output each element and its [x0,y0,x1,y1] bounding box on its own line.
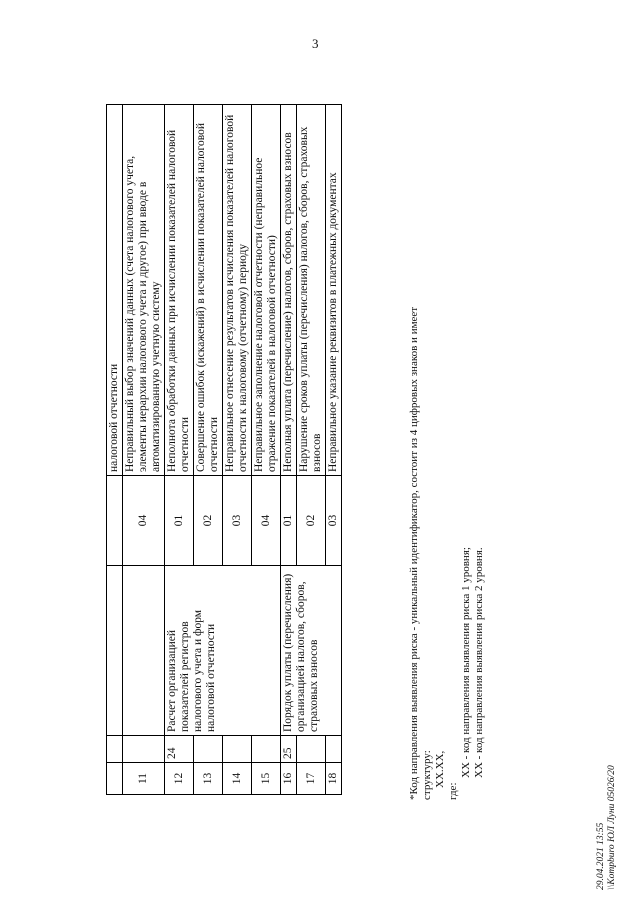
risk-description: Неполная уплата (перечисление) налогов, сборов, страховых взносов [281,105,297,476]
area-name: Расчет организацией показателей регистров налогового учета и форм налоговой отчетности [165,566,281,736]
stamp-path: \\Kompburo ЮЛ Луни 05026/20 [607,765,617,890]
row-number: 13 [194,763,223,795]
stamp-datetime: 29.04.2021 13:55 [596,822,606,890]
table-row [123,105,165,795]
area-code [123,736,165,763]
row-number: 15 [252,763,281,795]
sub-code: 02 [297,476,326,566]
area-name: Порядок уплаты (перечисления) организацией налогов, сборов, страховых взносов [281,566,342,736]
risk-description: Нарушение сроков уплаты (перечисления) налогов, сборов, страховых взносов [297,105,326,476]
sub-code: 02 [194,476,223,566]
risk-description: налоговой отчетности [107,105,123,476]
row-number: 18 [326,763,342,795]
risk-table-body [107,105,342,795]
area-code [223,736,252,763]
area-code: 24 [165,736,194,763]
row-number: 17 [297,763,326,795]
risk-description: Неправильное отнесение результатов исчисления показателей налоговой отчетности к налоговому (отчетному) периоду [223,105,252,476]
rotated-table-container [106,105,374,795]
footnote [408,300,486,800]
area-name [107,566,123,736]
print-stamp [596,690,618,890]
row-number: 11 [123,763,165,795]
row-number: 14 [223,763,252,795]
footnote-level2: ХХ - код направления выявления риска 2 уровня. [473,547,485,778]
risk-description: Неправильный выбор значений данных (счета налогового учета, элементы иерархии налогового учета и другое) при вводе в автоматизированную учетную систему [123,105,165,476]
sub-code: 04 [123,476,165,566]
footnote-where: где: [447,782,459,800]
risk-description: Неполнота обработки данных при исчислении показателей налоговой отчетности [165,105,194,476]
footnote-definition: *Код направления выявления риска - уникальный идентификатор, состоит из 4 цифровых знаков и имеет структуру: [408,306,433,800]
sub-code: 01 [281,476,297,566]
risk-description: Неправильное заполнение налоговой отчетности (неправильное отражение показателей в налоговой отчетности) [252,105,281,476]
table-row [281,105,297,795]
footnote-level1: ХХ - код направления выявления риска 1 уровня; [460,547,472,778]
row-number [107,763,123,795]
area-code [252,736,281,763]
area-code [326,736,342,763]
area-code [107,736,123,763]
sub-code: 01 [165,476,194,566]
row-number: 12 [165,763,194,795]
row-number: 16 [281,763,297,795]
sub-code [107,476,123,566]
page-number: 3 [312,36,319,51]
risk-description: Совершение ошибок (искажений) в исчислении показателей налоговой отчетности [194,105,223,476]
area-name [123,566,165,736]
area-code: 25 [281,736,297,763]
sub-code: 03 [326,476,342,566]
table-row [107,105,123,795]
risk-description: Неправильное указание реквизитов в платежных документах [326,105,342,476]
area-code [297,736,326,763]
risk-table [106,104,342,795]
area-code [194,736,223,763]
sub-code: 03 [223,476,252,566]
table-row [165,105,194,795]
footnote-structure: ХХ.ХХ, [434,750,446,788]
sub-code: 04 [252,476,281,566]
